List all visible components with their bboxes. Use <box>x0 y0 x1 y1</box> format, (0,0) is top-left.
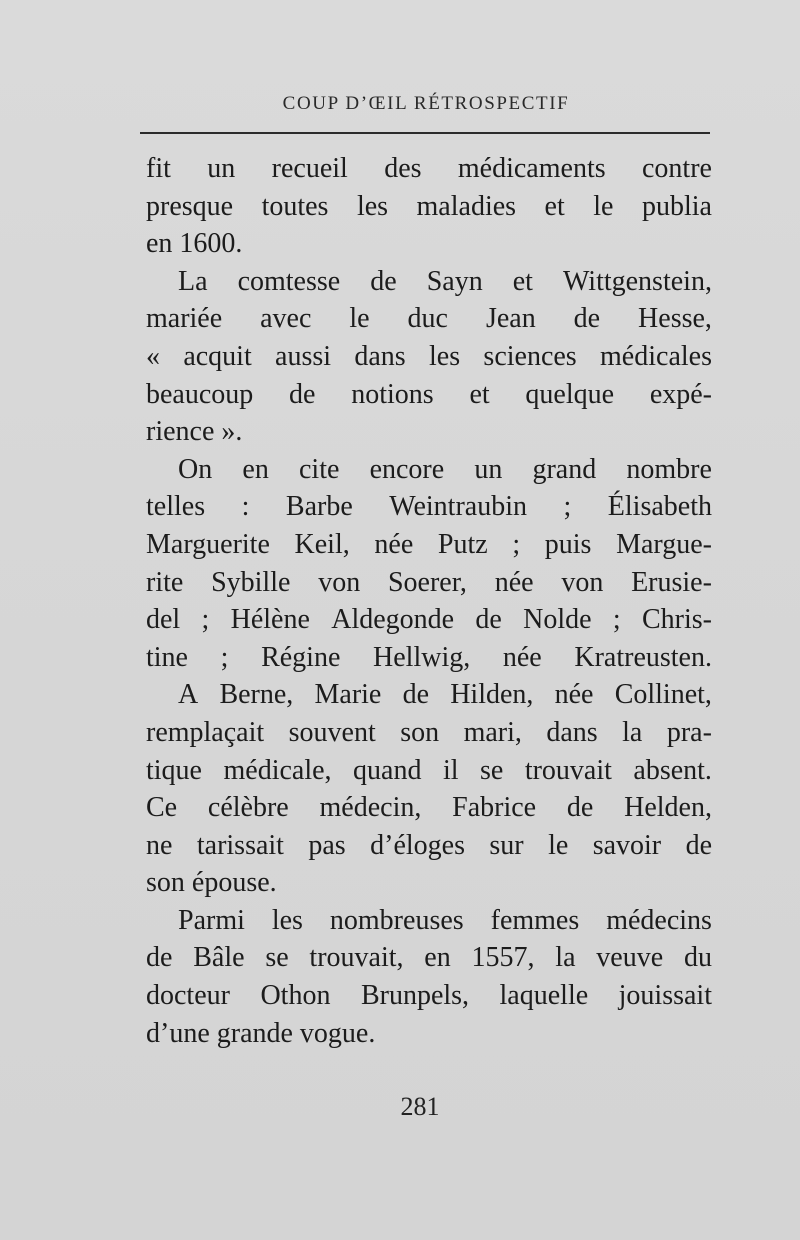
text-line <box>146 902 712 940</box>
word: A <box>178 679 199 711</box>
word: recueil <box>271 153 348 184</box>
word: puis <box>544 528 592 560</box>
text-line: en 1600. <box>146 228 243 260</box>
text-line <box>146 338 712 376</box>
text-line <box>146 376 712 414</box>
word: de <box>566 792 594 824</box>
word: le <box>349 303 370 335</box>
word: aussi <box>275 340 332 372</box>
word: contre <box>642 153 712 184</box>
word: les <box>356 190 389 222</box>
page-number: 281 <box>400 1092 440 1121</box>
word: mariée <box>146 303 223 335</box>
word: le <box>593 190 614 222</box>
word: von <box>318 566 361 598</box>
word: Marie <box>314 679 382 711</box>
word: rite <box>146 566 184 598</box>
text-line <box>146 188 712 226</box>
word: Ce <box>146 792 178 824</box>
word: Margue- <box>616 528 712 560</box>
text-line <box>146 263 712 301</box>
word: un <box>474 453 503 485</box>
word: et <box>469 378 490 410</box>
word: presque <box>146 190 234 222</box>
word: ; <box>563 491 572 523</box>
word: tique <box>146 754 202 786</box>
word: les <box>429 340 461 372</box>
paragraph-5 <box>146 902 712 1052</box>
running-header: COUP D’ŒIL RÉTROSPECTIF <box>282 93 570 114</box>
word: ; <box>512 528 521 560</box>
word: née <box>494 566 534 598</box>
word: cite <box>298 453 340 485</box>
word: Sybille <box>211 566 291 598</box>
word: Putz <box>437 528 488 560</box>
word: acquit <box>183 340 252 372</box>
word: Chris- <box>642 604 712 636</box>
word: Régine <box>261 641 341 673</box>
word: Jean <box>485 303 536 335</box>
word: se <box>265 942 289 974</box>
word: trouvait, <box>309 942 404 974</box>
word: Fabrice <box>452 792 537 824</box>
word: : <box>241 491 250 523</box>
word: encore <box>369 453 445 485</box>
text-line <box>146 451 712 489</box>
word: de <box>685 829 712 861</box>
text-line <box>146 488 712 526</box>
word: Sayn <box>426 265 483 297</box>
word: pra- <box>666 716 712 748</box>
text-line: d’une grande vogue. <box>146 1017 376 1049</box>
word: 1557, <box>471 942 535 974</box>
word: Élisabeth <box>607 491 712 523</box>
word: toutes <box>261 190 329 222</box>
word: médicaments <box>457 153 606 184</box>
word: ; <box>612 604 621 636</box>
word: de <box>370 265 397 297</box>
word: La <box>178 265 208 297</box>
word: quand <box>353 754 422 786</box>
word: tine <box>146 641 188 673</box>
word: les <box>271 904 303 936</box>
word: Hilden, <box>450 679 534 711</box>
text-line <box>146 564 712 602</box>
word: Bâle <box>193 942 245 974</box>
word: Weintraubin <box>389 491 527 523</box>
word: née <box>554 679 594 711</box>
text-line <box>146 601 712 639</box>
word: expé- <box>649 378 712 410</box>
word: née <box>374 528 414 560</box>
word: notions <box>351 378 434 410</box>
word: Barbe <box>285 491 353 523</box>
word: absent. <box>633 754 712 786</box>
word: ; <box>201 604 210 636</box>
word: Helden, <box>624 792 712 824</box>
word: jouissait <box>618 980 712 1012</box>
word: Collinet, <box>614 679 712 711</box>
word: remplaçait <box>146 716 265 748</box>
text-line <box>146 676 712 714</box>
word: sur <box>489 829 524 861</box>
text-line <box>146 150 712 188</box>
word: « <box>146 340 160 372</box>
word: femmes <box>490 904 580 936</box>
word: grand <box>532 453 597 485</box>
word: von <box>561 566 604 598</box>
word: tarissait <box>196 829 284 861</box>
word: se <box>480 754 504 786</box>
word: ; <box>220 641 229 673</box>
word: et <box>512 265 533 297</box>
word: Aldegonde <box>331 604 455 636</box>
text-line: rience ». <box>146 416 243 448</box>
word: avec <box>260 303 312 335</box>
word: maladies <box>416 190 517 222</box>
word: et <box>544 190 565 222</box>
word: Hélène <box>230 604 310 636</box>
word: des <box>384 153 422 184</box>
word: son <box>400 716 440 748</box>
word: un <box>207 153 236 184</box>
word: duc <box>407 303 448 335</box>
word: d’éloges <box>370 829 465 861</box>
word: médicales <box>600 340 712 372</box>
word: en <box>424 942 451 974</box>
word: pas <box>308 829 346 861</box>
word: médicale, <box>223 754 332 786</box>
word: veuve <box>596 942 664 974</box>
word: de <box>146 942 173 974</box>
word: telles <box>146 491 206 523</box>
word: la <box>555 942 576 974</box>
body-text <box>146 150 712 1052</box>
word: publia <box>641 190 712 222</box>
text-line <box>146 300 712 338</box>
word: Erusie- <box>631 566 712 598</box>
word: souvent <box>288 716 376 748</box>
word: del <box>146 604 181 636</box>
word: Nolde <box>523 604 592 636</box>
word: célèbre <box>207 792 289 824</box>
word: nombreuses <box>329 904 464 936</box>
text-line <box>146 827 712 865</box>
word: de <box>475 604 502 636</box>
paragraph-1 <box>146 150 712 263</box>
word: il <box>442 754 459 786</box>
word: Othon <box>260 980 331 1012</box>
word: sciences <box>483 340 577 372</box>
word: Hesse, <box>638 303 712 335</box>
paragraph-2 <box>146 263 712 451</box>
text-line: son épouse. <box>146 867 277 899</box>
word: On <box>178 453 213 485</box>
text-line <box>146 939 712 977</box>
word: Marguerite <box>146 528 270 560</box>
word: médecin, <box>319 792 422 824</box>
word: de <box>289 378 316 410</box>
header-rule <box>140 132 710 134</box>
word: née <box>502 641 542 673</box>
text-line <box>146 977 712 1015</box>
word: Soerer, <box>387 566 467 598</box>
word: le <box>548 829 569 861</box>
word: médecins <box>606 904 712 936</box>
word: mari, <box>463 716 522 748</box>
paragraph-3 <box>146 451 712 677</box>
word: trouvait <box>524 754 612 786</box>
word: Wittgenstein, <box>562 265 712 297</box>
word: savoir <box>592 829 662 861</box>
word: en <box>242 453 269 485</box>
word: ne <box>146 829 173 861</box>
word: la <box>622 716 643 748</box>
word: fit <box>146 153 171 184</box>
word: quelque <box>525 378 615 410</box>
word: Kratreusten. <box>574 641 712 673</box>
word: de <box>573 303 601 335</box>
text-line <box>146 752 712 790</box>
word: Hellwig, <box>373 641 471 673</box>
text-line <box>146 714 712 752</box>
text-line <box>146 639 712 677</box>
word: du <box>683 942 712 974</box>
word: comtesse <box>237 265 341 297</box>
word: nombre <box>626 453 712 485</box>
text-line <box>146 526 712 564</box>
word: dans <box>354 340 406 372</box>
word: beaucoup <box>146 378 254 410</box>
word: Brunpels, <box>360 980 470 1012</box>
paragraph-4 <box>146 676 712 902</box>
word: laquelle <box>499 980 589 1012</box>
word: Keil, <box>294 528 350 560</box>
text-line <box>146 789 712 827</box>
word: Berne, <box>219 679 294 711</box>
word: Parmi <box>178 904 245 936</box>
word: dans <box>546 716 598 748</box>
word: de <box>402 679 429 711</box>
word: docteur <box>146 980 230 1012</box>
